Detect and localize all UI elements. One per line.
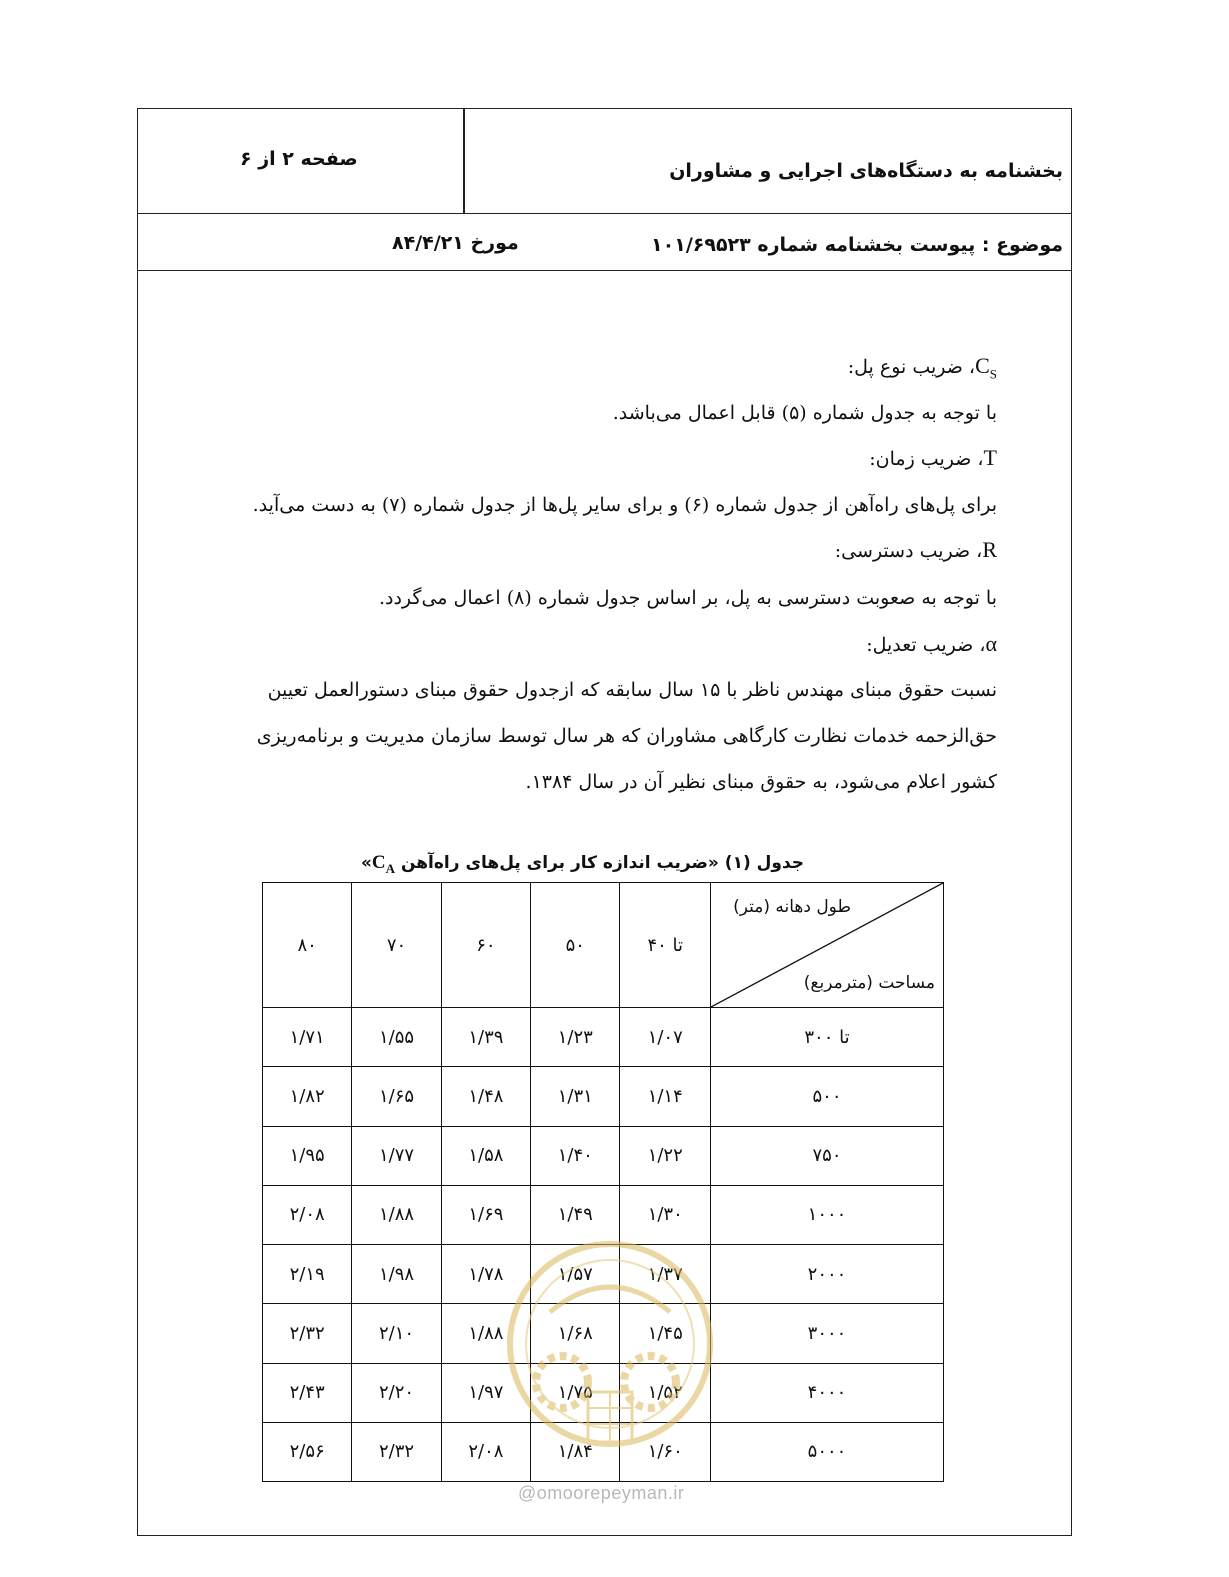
ca-symbol: $C_A$ — [371, 852, 396, 876]
table-cell: ۱/۷۱ — [263, 1008, 352, 1067]
circular-title: بخشنامه به دستگاه‌های اجرایی و مشاوران — [669, 160, 1063, 182]
t-label: ، ضریب زمان: — [869, 448, 984, 470]
table-cell: ۱/۸۸ — [441, 1304, 530, 1363]
r-heading — [177, 538, 997, 563]
corner-cell — [711, 883, 944, 1008]
r-symbol: R — [982, 537, 997, 562]
subject-line: موضوع : پیوست بخشنامه شماره ۱۰۱/۶۹۵۲۳ — [651, 234, 1063, 256]
t-text: برای پل‌های راه‌آهن از جدول شماره (۶) و برای سایر پل‌ها از جدول شماره (۷) به دست می‌آید. — [252, 494, 997, 516]
table-cell: ۱/۰۷ — [620, 1008, 711, 1067]
alpha-symbol: α — [985, 631, 997, 656]
table-cell: ۱/۴۸ — [441, 1067, 530, 1126]
column-header: ۵۰ — [531, 883, 620, 1008]
table-cell: ۲/۱۹ — [263, 1245, 352, 1304]
alpha-heading — [177, 632, 997, 657]
column-header: ۷۰ — [352, 883, 441, 1008]
column-header: تا ۴۰ — [620, 883, 711, 1008]
date-line: مورخ ۸۴/۴/۲۱ — [392, 232, 519, 254]
table-cell: ۱/۳۷ — [620, 1245, 711, 1304]
table-cell: ۱/۶۰ — [620, 1422, 711, 1481]
table-cell: ۲/۴۳ — [263, 1363, 352, 1422]
table-caption: جدول (۱) «ضریب اندازه کار برای پل‌های راه‌آهن $C_A$» — [360, 852, 805, 876]
row-label: ۷۵۰ — [711, 1126, 944, 1185]
row-label: ۲۰۰۰ — [711, 1245, 944, 1304]
table-cell: ۲/۰۸ — [263, 1185, 352, 1244]
span-length-label: طول دهانه (متر) — [733, 897, 851, 917]
table-cell: ۱/۴۵ — [620, 1304, 711, 1363]
watermark-text: @omoorepeyman.ir — [518, 1483, 685, 1503]
table-cell: ۲/۲۰ — [352, 1363, 441, 1422]
seal-stamp — [500, 1232, 720, 1462]
row-label: ۱۰۰۰ — [711, 1185, 944, 1244]
alpha-text-line-2: حق‌الزحمه خدمات نظارت کارگاهی مشاوران که هر سال توسط سازمان مدیریت و برنامه‌ریزی — [256, 725, 997, 747]
table-cell: ۱/۴۰ — [531, 1126, 620, 1185]
table-cell: ۱/۶۸ — [531, 1304, 620, 1363]
page-number: صفحه ۲ از ۶ — [240, 148, 358, 170]
table-cell: ۱/۸۲ — [263, 1067, 352, 1126]
alpha-label: ، ضریب تعدیل: — [866, 634, 986, 656]
cs-symbol: $C_S$ — [975, 353, 997, 382]
row-label: ۴۰۰۰ — [711, 1363, 944, 1422]
column-header: ۶۰ — [441, 883, 530, 1008]
row-label: ۵۰۰ — [711, 1067, 944, 1126]
table-cell: ۱/۹۵ — [263, 1126, 352, 1185]
cs-text: با توجه به جدول شماره (۵) قابل اعمال می‌باشد. — [612, 402, 997, 424]
table-cell: ۱/۹۸ — [352, 1245, 441, 1304]
table-cell: ۲/۱۰ — [352, 1304, 441, 1363]
table-cell: ۱/۶۵ — [352, 1067, 441, 1126]
table-cell: ۱/۵۸ — [441, 1126, 530, 1185]
table-cell: ۱/۸۴ — [531, 1422, 620, 1481]
table-cell: ۱/۴۹ — [531, 1185, 620, 1244]
table-row — [263, 1126, 944, 1185]
alpha-text-line-3: کشور اعلام می‌شود، به حقوق مبنای نظیر آن در سال ۱۳۸۴. — [525, 771, 997, 793]
table-cell: ۱/۹۷ — [441, 1363, 530, 1422]
area-label: مساحت (مترمربع) — [803, 973, 935, 993]
table-cell: ۱/۳۹ — [441, 1008, 530, 1067]
table-row — [263, 1008, 944, 1067]
table-cell: ۱/۳۰ — [620, 1185, 711, 1244]
table-cell: ۱/۶۹ — [441, 1185, 530, 1244]
table-cell: ۱/۷۵ — [531, 1363, 620, 1422]
table-cell: ۲/۵۶ — [263, 1422, 352, 1481]
cs-heading — [177, 354, 997, 386]
table-cell: ۱/۲۳ — [531, 1008, 620, 1067]
table-cell: ۱/۷۷ — [352, 1126, 441, 1185]
row-label: ۳۰۰۰ — [711, 1304, 944, 1363]
t-heading — [177, 446, 997, 471]
r-label: ، ضریب دسترسی: — [834, 540, 983, 562]
row-label: تا ۳۰۰ — [711, 1008, 944, 1067]
table-cell: ۱/۵۷ — [531, 1245, 620, 1304]
r-text: با توجه به صعوبت دسترسی به پل، بر اساس جدول شماره (۸) اعمال می‌گردد. — [378, 587, 997, 609]
header-divider — [463, 108, 465, 214]
table-cell: ۱/۳۱ — [531, 1067, 620, 1126]
cs-label: ، ضریب نوع پل: — [847, 356, 976, 378]
table-cell: ۱/۲۲ — [620, 1126, 711, 1185]
table-cell: ۲/۳۲ — [352, 1422, 441, 1481]
table-header-row — [263, 883, 944, 1008]
column-header: ۸۰ — [263, 883, 352, 1008]
alpha-text-line-1: نسبت حقوق مبنای مهندس ناظر با ۱۵ سال سابقه که ازجدول حقوق مبنای دستورالعمل تعیین — [267, 679, 997, 701]
table-cell: ۲/۳۲ — [263, 1304, 352, 1363]
table-cell: ۱/۱۴ — [620, 1067, 711, 1126]
table-cell: ۱/۵۵ — [352, 1008, 441, 1067]
table-cell: ۱/۷۸ — [441, 1245, 530, 1304]
table-row — [263, 1067, 944, 1126]
row-label: ۵۰۰۰ — [711, 1422, 944, 1481]
table-cell: ۱/۵۲ — [620, 1363, 711, 1422]
t-symbol: T — [983, 445, 997, 470]
table-cell: ۲/۰۸ — [441, 1422, 530, 1481]
table-cell: ۱/۸۸ — [352, 1185, 441, 1244]
